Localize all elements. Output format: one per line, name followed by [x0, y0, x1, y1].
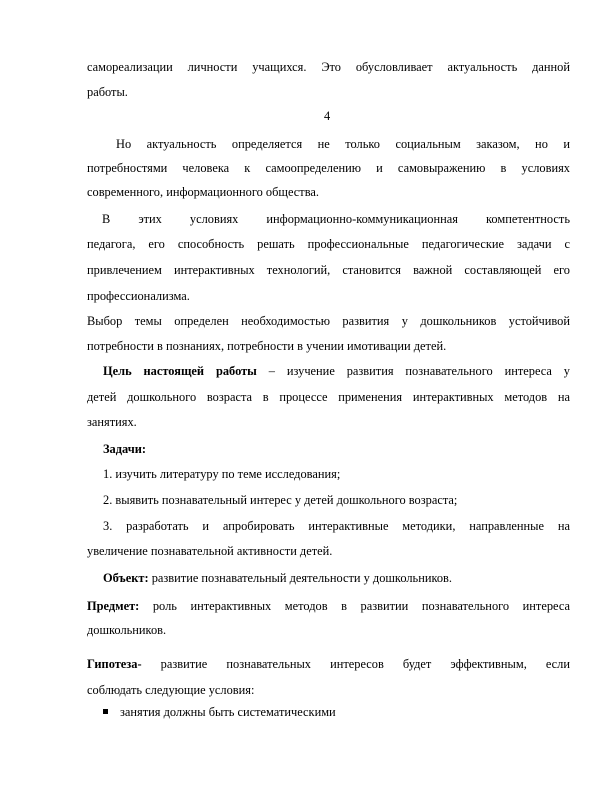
text-line: увеличение познавательной активности детей.	[87, 544, 333, 558]
hypothesis-text: развитие познавательных интересов будет эффективным, если	[141, 657, 570, 671]
text-line: занятиях.	[87, 415, 137, 429]
text-line: Выбор темы определен необходимостью развития у дошкольников устойчивой	[87, 314, 570, 328]
text-line: соблюдать следующие условия:	[87, 683, 255, 697]
task-item: 3. разработать и апробировать интерактивные методики, направленные на	[103, 519, 570, 533]
text-line: детей дошкольного возраста в процессе применения интерактивных методов на	[87, 390, 570, 404]
list-item: занятия должны быть систематическими	[120, 705, 336, 719]
text-line-goal	[103, 363, 570, 379]
hypothesis-label: Гипотеза-	[87, 657, 142, 671]
text-line: педагога, его способность решать профессиональные педагогические задачи с	[87, 237, 570, 251]
hypothesis-line	[87, 656, 570, 672]
text-line: потребности в познаниях, потребности в учении имотивации детей.	[87, 339, 447, 353]
task-item: 2. выявить познавательный интерес у детей дошкольного возраста;	[103, 493, 458, 507]
object-text: развитие познавательный деятельности у дошкольников.	[148, 571, 452, 585]
subject-label: Предмет:	[87, 599, 140, 613]
object-line	[103, 570, 586, 586]
subject-text: роль интерактивных методов в развитии познавательного интереса	[139, 599, 570, 613]
goal-text: – изучение развития познавательного интереса у	[256, 364, 570, 378]
text-line: Но актуальность определяется не только социальным заказом, но и	[116, 137, 570, 151]
text-line: В этих условиях информационно-коммуникационная компетентность	[102, 212, 570, 226]
text-line: дошкольников.	[87, 623, 167, 637]
text-line: работы.	[87, 85, 128, 99]
text-line: профессионализма.	[87, 289, 190, 303]
goal-label: Цель настоящей работы	[103, 364, 257, 378]
text-line: привлечением интерактивных технологий, становится важной составляющей его	[87, 263, 570, 277]
task-item: 1. изучить литературу по теме исследования;	[103, 467, 341, 481]
text-line: самореализации личности учащихся. Это обусловливает актуальность данной	[87, 60, 570, 74]
subject-line	[87, 598, 570, 614]
object-label: Объект:	[103, 571, 149, 585]
text-line: потребностями человека к самоопределению и самовыражению в условиях	[87, 161, 570, 175]
text-line: современного, информационного общества.	[87, 185, 319, 199]
page-number: 4	[324, 109, 331, 123]
tasks-heading: Задачи:	[103, 442, 146, 456]
bullet-icon	[103, 709, 108, 714]
